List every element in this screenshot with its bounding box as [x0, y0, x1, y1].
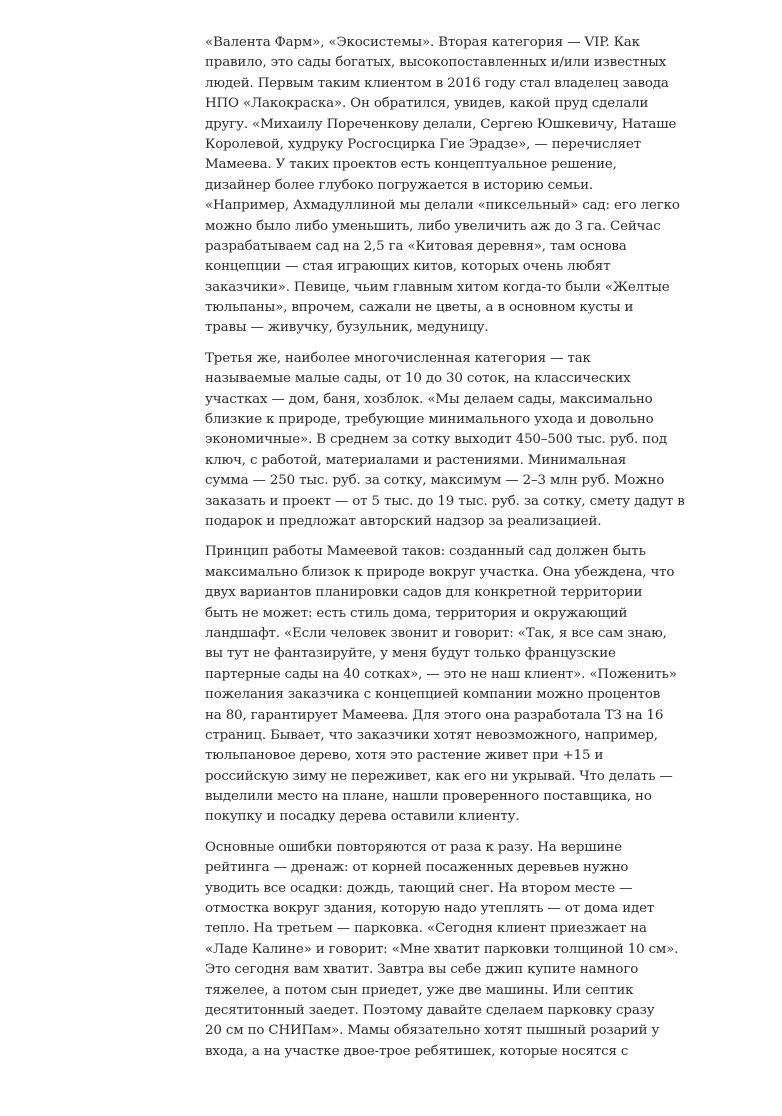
text-line: можно было либо уменьшить, либо увеличить аж до 3 га. Сейчас — [205, 218, 661, 234]
text-line: разрабатываем сад на 2,5 га «Китовая деревня», там основа — [205, 238, 627, 254]
paragraph-common-mistakes — [205, 838, 681, 1062]
text-line: тяжелее, а потом сын приедет, уже две машины. Или септик — [205, 982, 634, 998]
text-line: партерные сады на 40 сотках», — это не наш клиент». «Поженить» — [205, 666, 677, 682]
text-line: травы — живучку, бузульник, медуницу. — [205, 320, 489, 336]
text-line: рейтинга — дренаж: от корней посаженных деревьев нужно — [205, 860, 629, 876]
text-line: экономичные». В среднем за сотку выходит 450–500 тыс. руб. под — [205, 432, 667, 448]
text-line: тюльпановое дерево, хотя это растение живет при +15 и — [205, 748, 604, 764]
text-line: покупку и посадку дерева оставили клиенту. — [205, 809, 520, 825]
text-line: близкие к природе, требующие минимального ухода и довольно — [205, 412, 654, 428]
text-line: «Ладе Калине» и говорит: «Мне хватит парковки толщиной 10 см». — [205, 941, 679, 957]
paragraph-work-principle — [205, 542, 681, 827]
text-line: Принцип работы Мамеевой таков: созданный сад должен быть — [205, 544, 646, 560]
text-line: заказчики». Певице, чьим главным хитом когда-то были «Желтые — [205, 279, 670, 295]
text-line: правило, это сады богатых, высокопоставленных и/или известных — [205, 55, 667, 71]
text-line: Основные ошибки повторяются от раза к разу. На вершине — [205, 839, 622, 855]
text-line: на 80, гарантирует Мамеева. Для этого она разработала ТЗ на 16 — [205, 707, 664, 723]
text-line: «Валента Фарм», «Экосистемы». Вторая категория — VIP. Как — [205, 35, 640, 50]
text-line: Королевой, худруку Росгосцирка Гие Эрадзе», — перечисляет — [205, 136, 641, 152]
paragraph-vip-gardens — [205, 33, 681, 339]
text-line: быть не может: есть стиль дома, территория и окружающий — [205, 605, 628, 621]
text-line: уводить все осадки: дождь, тающий снег. На втором месте — — [205, 880, 633, 896]
text-line: 20 см по СНИПам». Мамы обязательно хотят пышный розарий у — [205, 1023, 660, 1039]
text-line: другу. «Михаилу Пореченкову делали, Сергею Юшкевичу, Наташе — [205, 116, 677, 132]
article-body — [205, 33, 685, 1062]
text-line: тюльпаны», впрочем, сажали не цветы, а в основном кусты и — [205, 300, 634, 316]
text-line: тепло. На третьем — парковка. «Сегодня клиент приезжает на — [205, 921, 647, 937]
text-line: страниц. Бывает, что заказчики хотят невозможного, например, — [205, 727, 658, 743]
text-line: максимально близок к природе вокруг участка. Она убеждена, что — [205, 564, 675, 580]
text-line: входа, а на участке двое-трое ребятишек, которые носятся с — [205, 1043, 629, 1059]
paragraph-small-gardens — [205, 349, 685, 533]
text-line: ключ, с работой, материалами и растениями. Минимальная — [205, 452, 627, 468]
text-line: десятитонный заедет. Поэтому давайте сделаем парковку сразу — [205, 1002, 655, 1018]
text-line: концепции — стая играющих китов, которых очень любят — [205, 259, 611, 275]
text-line: участках — дом, баня, хозблок. «Мы делаем сады, максимально — [205, 391, 653, 407]
text-line: пожелания заказчика с концепцией компании можно процентов — [205, 687, 661, 703]
text-line: «Например, Ахмадуллиной мы делали «пиксельный» сад: его легко — [205, 198, 680, 214]
text-line: Это сегодня вам хватит. Завтра вы себе джип купите намного — [205, 962, 639, 978]
text-line: дизайнер более глубоко погружается в историю семьи. — [205, 177, 594, 193]
text-line: ландшафт. «Если человек звонит и говорит: «Так, я все сам знаю, — [205, 625, 667, 641]
text-line: называемые малые сады, от 10 до 30 соток, на классических — [205, 371, 631, 387]
text-line: Третья же, наиболее многочисленная категория — так — [205, 350, 591, 366]
text-line: сумма — 250 тыс. руб. за сотку, максимум — 2–3 млн руб. Можно — [205, 473, 665, 489]
text-line: подарок и предложат авторский надзор за реализацией. — [205, 513, 602, 529]
text-line: отмостка вокруг здания, которую надо утеплять — от дома идет — [205, 901, 655, 917]
text-line: российскую зиму не переживет, как его ни укрывай. Что делать — — [205, 768, 673, 784]
text-line: людей. Первым таким клиентом в 2016 году стал владелец завода — [205, 75, 669, 91]
text-line: вы тут не фантазируйте, у меня будут только французские — [205, 646, 616, 662]
text-line: НПО «Лакокраска». Он обратился, увидев, какой пруд сделали — [205, 96, 649, 112]
text-line: двух вариантов планировки садов для конкретной территории — [205, 585, 643, 601]
text-line: выделили место на плане, нашли проверенного поставщика, но — [205, 789, 652, 805]
text-line: Мамеева. У таких проектов есть концептуальное решение, — [205, 157, 617, 173]
text-line: заказать и проект — от 5 тыс. до 19 тыс. руб. за сотку, смету дадут в — [205, 493, 685, 509]
